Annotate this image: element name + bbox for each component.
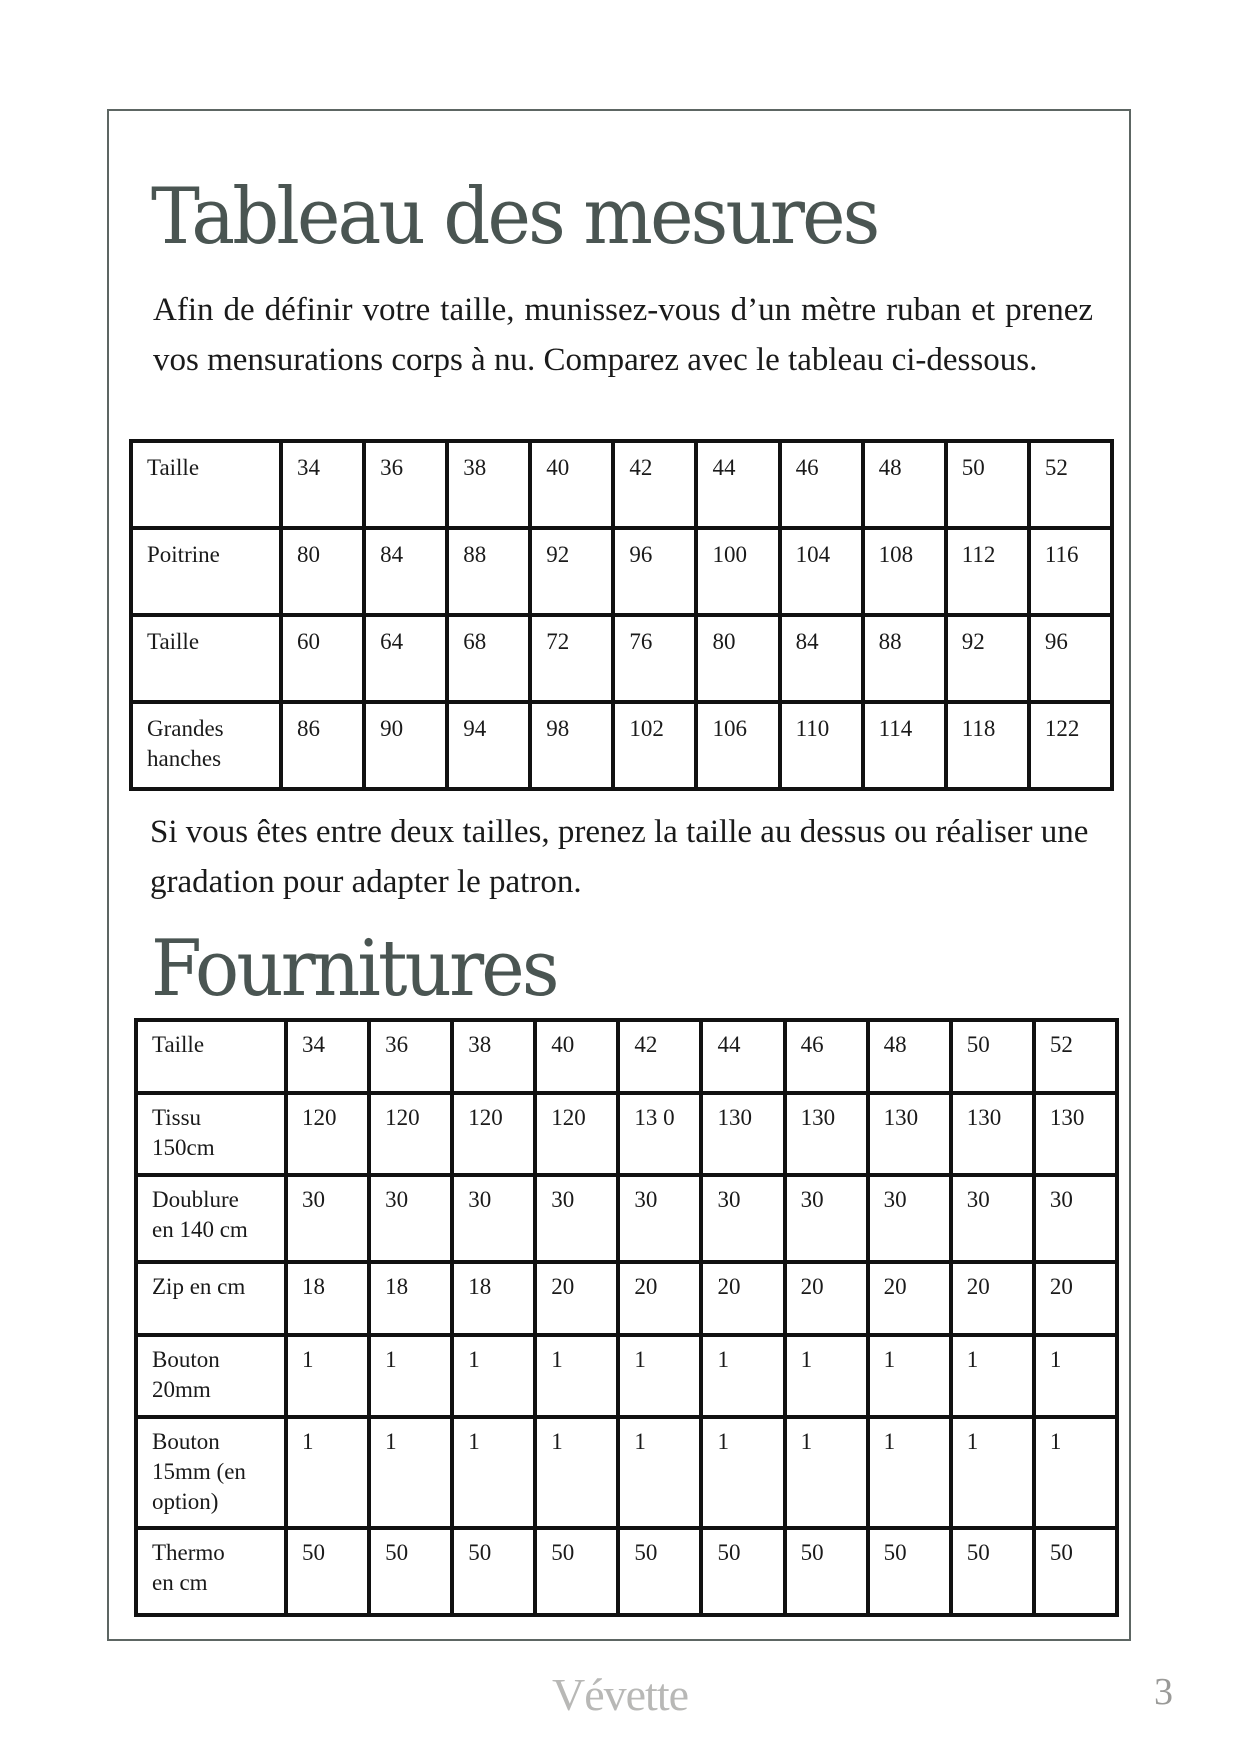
table-cell: 36	[369, 1020, 452, 1093]
table-cell: 18	[452, 1262, 535, 1335]
row-label: Tissu 150cm	[136, 1093, 286, 1175]
table-cell: 38	[447, 441, 530, 528]
table-cell: 20	[951, 1262, 1034, 1335]
table-cell: 102	[613, 702, 696, 789]
table-cell: 46	[785, 1020, 868, 1093]
table-row	[136, 1262, 1117, 1335]
table-cell: 76	[613, 615, 696, 702]
table-cell: 30	[369, 1175, 452, 1262]
table-cell: 1	[618, 1335, 701, 1417]
table-cell: 130	[951, 1093, 1034, 1175]
table-cell: 46	[780, 441, 863, 528]
table-cell: 50	[286, 1528, 369, 1615]
measurements-title: Tableau des mesures	[151, 172, 878, 262]
row-label: Thermo en cm	[136, 1528, 286, 1615]
measurements-intro: Afin de définir votre taille, munissez-vous d’un mètre ruban et prenez vos mensurations corps à nu. Comparez avec le tableau ci-dessous.	[153, 292, 1093, 378]
table-cell: 20	[868, 1262, 951, 1335]
table-cell: 40	[535, 1020, 618, 1093]
table-cell: 50	[951, 1020, 1034, 1093]
row-label: Taille	[131, 441, 281, 528]
table-row	[131, 702, 1112, 789]
table-cell: 112	[946, 528, 1029, 615]
table-cell: 50	[701, 1528, 784, 1615]
table-cell: 64	[364, 615, 447, 702]
table-cell: 20	[1034, 1262, 1117, 1335]
table-row	[131, 441, 1112, 528]
table-cell: 68	[447, 615, 530, 702]
table-cell: 1	[785, 1335, 868, 1417]
table-cell: 44	[701, 1020, 784, 1093]
table-cell: 30	[1034, 1175, 1117, 1262]
row-label: Doublure en 140 cm	[136, 1175, 286, 1262]
table-cell: 42	[613, 441, 696, 528]
table-cell: 20	[785, 1262, 868, 1335]
table-cell: 1	[452, 1417, 535, 1528]
table-cell: 98	[530, 702, 613, 789]
table-row	[136, 1175, 1117, 1262]
table-row	[131, 615, 1112, 702]
row-label: Bouton 20mm	[136, 1335, 286, 1417]
table-cell: 50	[951, 1528, 1034, 1615]
table-cell: 118	[946, 702, 1029, 789]
table-row	[136, 1528, 1117, 1615]
table-cell: 94	[447, 702, 530, 789]
table-cell: 1	[951, 1417, 1034, 1528]
table-cell: 42	[618, 1020, 701, 1093]
table-cell: 130	[1034, 1093, 1117, 1175]
table-cell: 1	[951, 1335, 1034, 1417]
row-label: Poitrine	[131, 528, 281, 615]
table-cell: 30	[452, 1175, 535, 1262]
table-cell: 1	[286, 1335, 369, 1417]
table-cell: 84	[364, 528, 447, 615]
table-cell: 44	[696, 441, 779, 528]
row-label: Grandes hanches	[131, 702, 281, 789]
table-cell: 50	[369, 1528, 452, 1615]
table-cell: 38	[452, 1020, 535, 1093]
measurements-table	[129, 439, 1114, 791]
table-cell: 80	[281, 528, 364, 615]
page-number: 3	[1154, 1671, 1173, 1713]
table-row	[136, 1417, 1117, 1528]
table-cell: 84	[780, 615, 863, 702]
table-cell: 1	[369, 1335, 452, 1417]
table-cell: 30	[785, 1175, 868, 1262]
table-cell: 130	[701, 1093, 784, 1175]
table-cell: 86	[281, 702, 364, 789]
table-cell: 130	[868, 1093, 951, 1175]
table-cell: 96	[613, 528, 696, 615]
table-cell: 122	[1029, 702, 1112, 789]
table-cell: 1	[535, 1417, 618, 1528]
table-cell: 120	[452, 1093, 535, 1175]
table-row	[136, 1020, 1117, 1093]
table-cell: 13 0	[618, 1093, 701, 1175]
table-cell: 34	[286, 1020, 369, 1093]
row-label: Taille	[131, 615, 281, 702]
table-cell: 88	[863, 615, 946, 702]
row-label: Bouton 15mm (en option)	[136, 1417, 286, 1528]
table-cell: 1	[535, 1335, 618, 1417]
row-label: Taille	[136, 1020, 286, 1093]
table-cell: 116	[1029, 528, 1112, 615]
table-cell: 50	[868, 1528, 951, 1615]
table-cell: 1	[1034, 1335, 1117, 1417]
table-cell: 30	[618, 1175, 701, 1262]
table-cell: 50	[618, 1528, 701, 1615]
table-cell: 50	[1034, 1528, 1117, 1615]
table-cell: 1	[1034, 1417, 1117, 1528]
table-cell: 30	[701, 1175, 784, 1262]
table-cell: 92	[946, 615, 1029, 702]
table-cell: 52	[1034, 1020, 1117, 1093]
table-row	[136, 1335, 1117, 1417]
table-cell: 48	[863, 441, 946, 528]
table-cell: 110	[780, 702, 863, 789]
table-cell: 92	[530, 528, 613, 615]
table-cell: 18	[286, 1262, 369, 1335]
row-label: Zip en cm	[136, 1262, 286, 1335]
table-cell: 80	[696, 615, 779, 702]
table-cell: 30	[286, 1175, 369, 1262]
table-cell: 52	[1029, 441, 1112, 528]
table-cell: 106	[696, 702, 779, 789]
table-cell: 1	[452, 1335, 535, 1417]
size-note: Si vous êtes entre deux tailles, prenez la taille au dessus ou réaliser une gradation pour adapter le patron.	[150, 814, 1089, 900]
table-cell: 50	[452, 1528, 535, 1615]
table-cell: 1	[785, 1417, 868, 1528]
table-cell: 50	[946, 441, 1029, 528]
table-row	[131, 528, 1112, 615]
table-cell: 34	[281, 441, 364, 528]
table-cell: 104	[780, 528, 863, 615]
table-cell: 90	[364, 702, 447, 789]
table-cell: 30	[535, 1175, 618, 1262]
table-cell: 1	[868, 1335, 951, 1417]
table-cell: 60	[281, 615, 364, 702]
table-cell: 120	[535, 1093, 618, 1175]
table-cell: 72	[530, 615, 613, 702]
table-cell: 20	[535, 1262, 618, 1335]
supplies-table	[134, 1018, 1119, 1617]
table-cell: 1	[369, 1417, 452, 1528]
table-cell: 114	[863, 702, 946, 789]
table-cell: 20	[618, 1262, 701, 1335]
table-cell: 1	[286, 1417, 369, 1528]
table-cell: 36	[364, 441, 447, 528]
supplies-title: Fournitures	[151, 924, 557, 1014]
table-cell: 40	[530, 441, 613, 528]
table-cell: 20	[701, 1262, 784, 1335]
table-cell: 88	[447, 528, 530, 615]
table-cell: 120	[286, 1093, 369, 1175]
table-cell: 50	[785, 1528, 868, 1615]
table-cell: 50	[535, 1528, 618, 1615]
table-cell: 100	[696, 528, 779, 615]
table-row	[136, 1093, 1117, 1175]
brand-logo: Vévette	[551, 1669, 689, 1720]
table-cell: 96	[1029, 615, 1112, 702]
table-cell: 1	[868, 1417, 951, 1528]
table-cell: 30	[868, 1175, 951, 1262]
table-cell: 18	[369, 1262, 452, 1335]
table-cell: 130	[785, 1093, 868, 1175]
table-cell: 30	[951, 1175, 1034, 1262]
table-cell: 1	[701, 1335, 784, 1417]
table-cell: 120	[369, 1093, 452, 1175]
table-cell: 1	[618, 1417, 701, 1528]
table-cell: 108	[863, 528, 946, 615]
table-cell: 48	[868, 1020, 951, 1093]
table-cell: 1	[701, 1417, 784, 1528]
